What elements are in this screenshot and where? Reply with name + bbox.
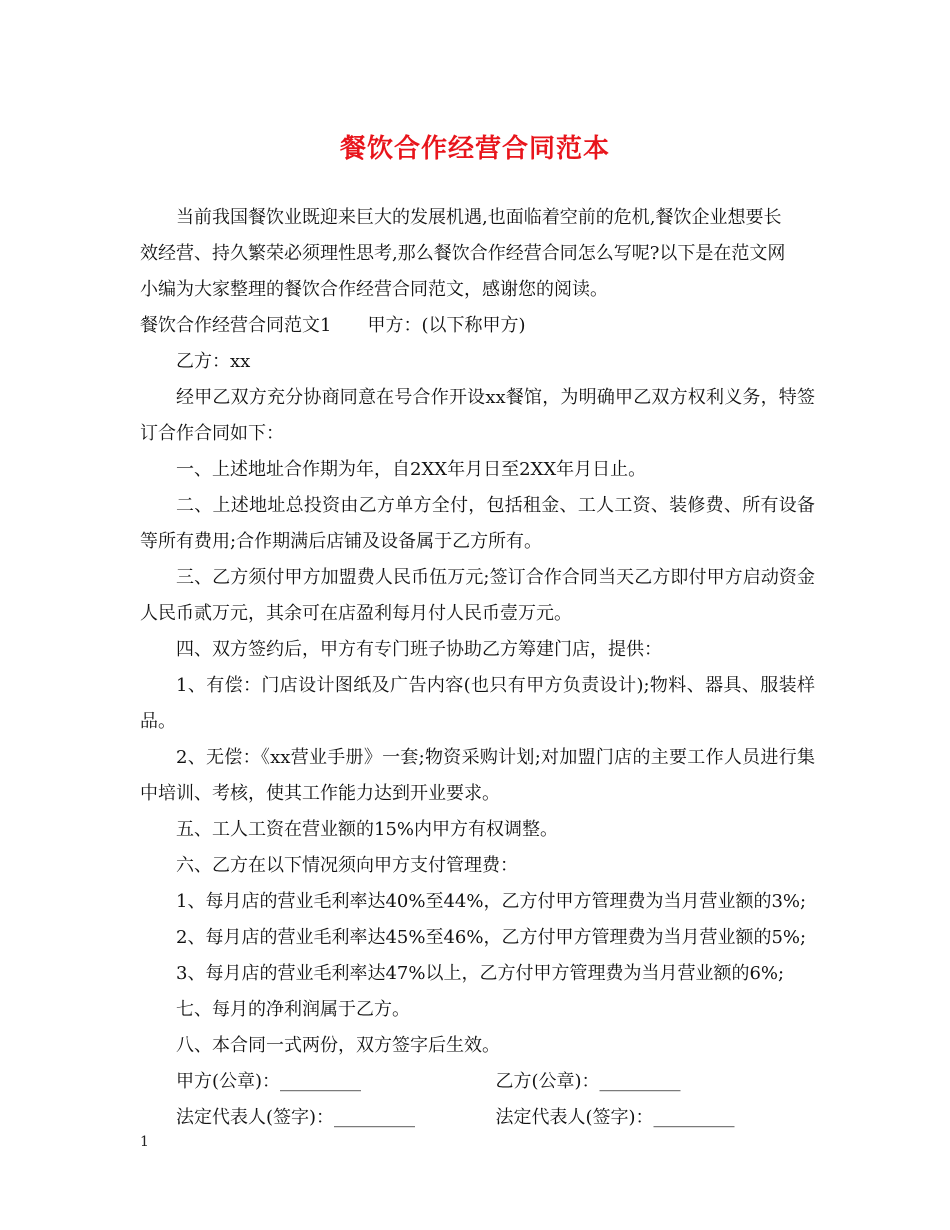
party-b-seal-field: 乙方(公章)：_________ [495,1071,681,1092]
intro-line-1: 当前我国餐饮业既迎来巨大的发展机遇,也面临着空前的危机,餐饮企业想要长 [176,207,782,228]
party-a-seal-field: 甲方(公章)：_________ [176,1071,362,1092]
clause-6-item-2: 2、每月店的营业毛利率达45%至46%，乙方付甲方管理费为当月营业额的5%; [176,927,807,948]
clause-6: 六、乙方在以下情况须向甲方支付管理费： [176,855,518,876]
clause-6-item-1: 1、每月店的营业毛利率达40%至44%，乙方付甲方管理费为当月营业额的3%; [176,891,807,912]
clause-6-item-3: 3、每月店的营业毛利率达47%以上，乙方付甲方管理费为当月营业额的6%; [176,963,785,984]
intro-paragraph [140,200,815,308]
page-number: 1 [140,1134,149,1150]
clause-4-item-2: 2、无偿：《xx营业手册》一套;物资采购计划;对加盟门店的主要工作人员进行集中培训、考核，使其工作能力达到开业要求。 [140,747,815,804]
clause-3: 三、乙方须付甲方加盟费人民币伍万元;签订合作合同当天乙方即付甲方启动资金人民币贰万元，其余可在店盈利每月付人民币壹万元。 [140,567,815,624]
clause-1: 一、上述地址合作期为年，自2XX年月日至2XX年月日止。 [176,459,647,480]
document-body [140,200,815,1136]
clause-5: 五、工人工资在营业额的15%内甲方有权调整。 [176,819,559,840]
sample-heading: 餐饮合作经营合同范文1 甲方：(以下称甲方) [140,315,526,336]
party-a-representative-field: 法定代表人(签字)：_________ [176,1107,416,1128]
signature-row-seal [140,1064,815,1100]
page-title: 餐饮合作经营合同范本 [339,134,610,164]
clause-preamble: 经甲乙双方充分协商同意在号合作开设xx餐馆，为明确甲乙双方权利义务，特签订合作合同如下： [140,387,815,444]
clause-7: 七、每月的净利润属于乙方。 [176,999,410,1020]
party-b-line: 乙方：xx [176,351,251,372]
clause-8: 八、本合同一式两份，双方签字后生效。 [176,1035,500,1056]
party-b-representative-field: 法定代表人(签字)：_________ [495,1107,735,1128]
intro-line-2: 效经营、持久繁荣必须理性思考,那么餐饮合作经营合同怎么写呢?以下是在范文网 [140,243,786,264]
intro-line-3: 小编为大家整理的餐饮合作经营合同范文，感谢您的阅读。 [140,279,608,300]
clause-4-item-1: 1、有偿：门店设计图纸及广告内容(也只有甲方负责设计);物料、器具、服装样品。 [140,675,815,732]
clause-4: 四、双方签约后，甲方有专门班子协助乙方筹建门店，提供： [176,639,662,660]
clause-2: 二、上述地址总投资由乙方单方全付，包括租金、工人工资、装修费、所有设备等所有费用;合作期满后店铺及设备属于乙方所有。 [140,495,815,552]
signature-row-representative [140,1100,815,1136]
